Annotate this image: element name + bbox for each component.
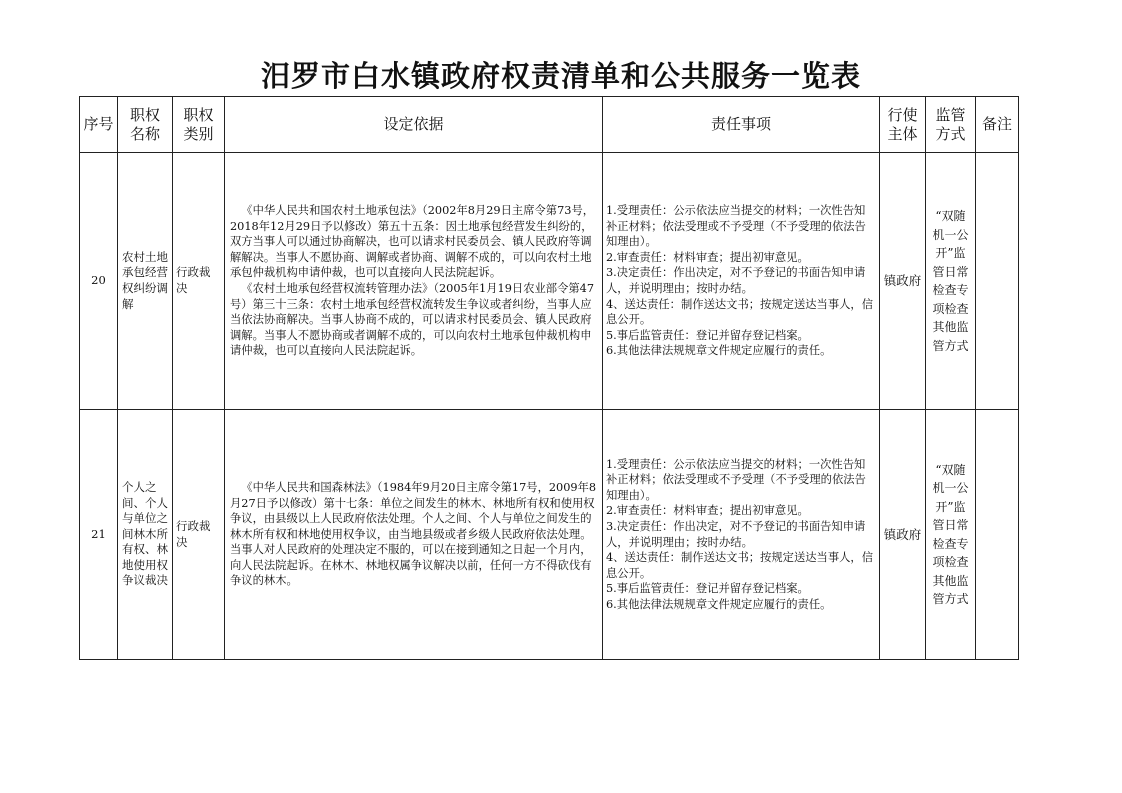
note [976,410,1019,660]
table-row [80,410,1019,660]
responsibility-item: 2.审查责任：材料审查；提出初审意见。 [606,250,809,264]
authority-type: 行政裁决 [173,153,225,410]
responsibility-item: 2.审查责任：材料审查；提出初审意见。 [606,504,809,518]
note [976,153,1019,410]
responsibility-item: 6.其他法律法规规章文件规定应履行的责任。 [606,597,832,611]
responsibility-item: 5.事后监管责任：登记并留存登记档案。 [606,328,809,342]
legal-basis [225,153,603,410]
authority-name: 农村土地承包经营权纠纷调解 [118,153,173,410]
header-no: 序号 [80,97,118,153]
executing-subject: 镇政府 [880,410,926,660]
header-note: 备注 [976,97,1019,153]
legal-basis-paragraph: 《中华人民共和国森林法》（1984年9月20日主席令第17号，2009年8月27日予以修改）第十七条：单位之间发生的林木、林地所有权和使用权争议，由县级以上人民政府依法处理。个人之间、个人与单位之间发生的林木所有权和林地使用权争议，由当地县级或者乡级人民政府依法处理。当事人对人民政府的处理决定不服的，可以在接到通知之日起一个月内，向人民法院起诉。在林木、林地权属争议解决以前，任何一方不得砍伐有争议的林木。 [230,480,597,588]
responsibility-item: 1.受理责任：公示依法应当提交的材料；一次性告知补正材料；依法受理或不予受理（不予受理的依法告知理由）。 [606,204,866,249]
responsibility-item: 4、送达责任：制作送达文书；按规定送达当事人，信息公开。 [606,551,874,580]
responsibility-item: 4、送达责任：制作送达文书；按规定送达当事人，信息公开。 [606,297,874,327]
authority-name: 个人之间、个人与单位之间林木所有权、林地使用权争议裁决 [118,410,173,660]
page-title: 汨罗市白水镇政府权责清单和公共服务一览表 [260,59,861,93]
header-name: 职权名称 [118,97,173,153]
responsibility-item: 3.决定责任：作出决定，对不予登记的书面告知申请人，并说明理由；按时办结。 [606,266,866,295]
header-subject: 行使主体 [880,97,926,153]
responsibility-item: 5.事后监管责任：登记并留存登记档案。 [606,582,809,596]
authority-type: 行政裁决 [173,410,225,660]
header-type: 职权类别 [173,97,225,153]
responsibility-items [603,153,880,410]
row-number: 21 [80,410,118,660]
legal-basis-paragraph: 《中华人民共和国农村土地承包法》（2002年8月29日主席令第73号，2018年12月29日予以修改）第五十五条：因土地承包经营发生纠纷的，双方当事人可以通过协商解决，也可以请求村民委员会、镇人民政府等调解解决。当事人不愿协商、调解或者协商、调解不成的，可以向农村土地承包仲裁机构申请仲裁，也可以直接向人民法院起诉。 [230,204,595,280]
executing-subject: 镇政府 [880,153,926,410]
row-number: 20 [80,153,118,410]
responsibility-item: 1.受理责任：公示依法应当提交的材料；一次性告知补正材料；依法受理或不予受理（不予受理的依法告知理由）。 [606,457,866,502]
legal-basis [225,410,603,660]
legal-basis-paragraph: 《农村土地承包经营权流转管理办法》（2005年1月19日农业部令第47号）第三十三条：农村土地承包经营权流转发生争议或者纠纷，当事人应当依法协商解决。当事人协商不成的，可以请求村民委员会、镇人民政府调解。当事人不愿协商或者调解不成的，可以向农村土地承包仲裁机构申请仲裁，也可以直接向人民法院起诉。 [230,282,595,358]
responsibility-items [603,410,880,660]
table-row [80,153,1019,410]
responsibility-item: 3.决定责任：作出决定，对不予登记的书面告知申请人，并说明理由；按时办结。 [606,519,866,549]
header-basis: 设定依据 [225,97,603,153]
header-supervision: 监管方式 [926,97,976,153]
table-header-row [80,97,1019,153]
authority-table [79,96,1019,660]
header-responsibility: 责任事项 [603,97,880,153]
responsibility-item: 6.其他法律法规规章文件规定应履行的责任。 [606,344,832,358]
supervision-method: “双随机一公开”监管日常检查专项检查其他监管方式 [926,410,976,660]
supervision-method: “双随机一公开”监管日常检查专项检查其他监管方式 [926,153,976,410]
